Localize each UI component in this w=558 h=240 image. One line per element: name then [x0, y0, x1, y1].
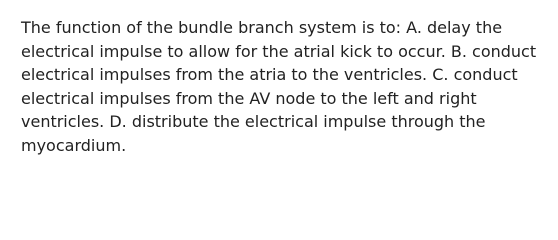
question-text: The function of the bundle branch system is to: A. delay the electrical impulse to allow for the atrial kick to occur. B. conduct electrical impulses from the atria to the ventricles. C. conduct electrical impulses from the AV node to the left and right ventricles. D. distribute the electrical impulse through the myocardium. — [21, 18, 537, 155]
